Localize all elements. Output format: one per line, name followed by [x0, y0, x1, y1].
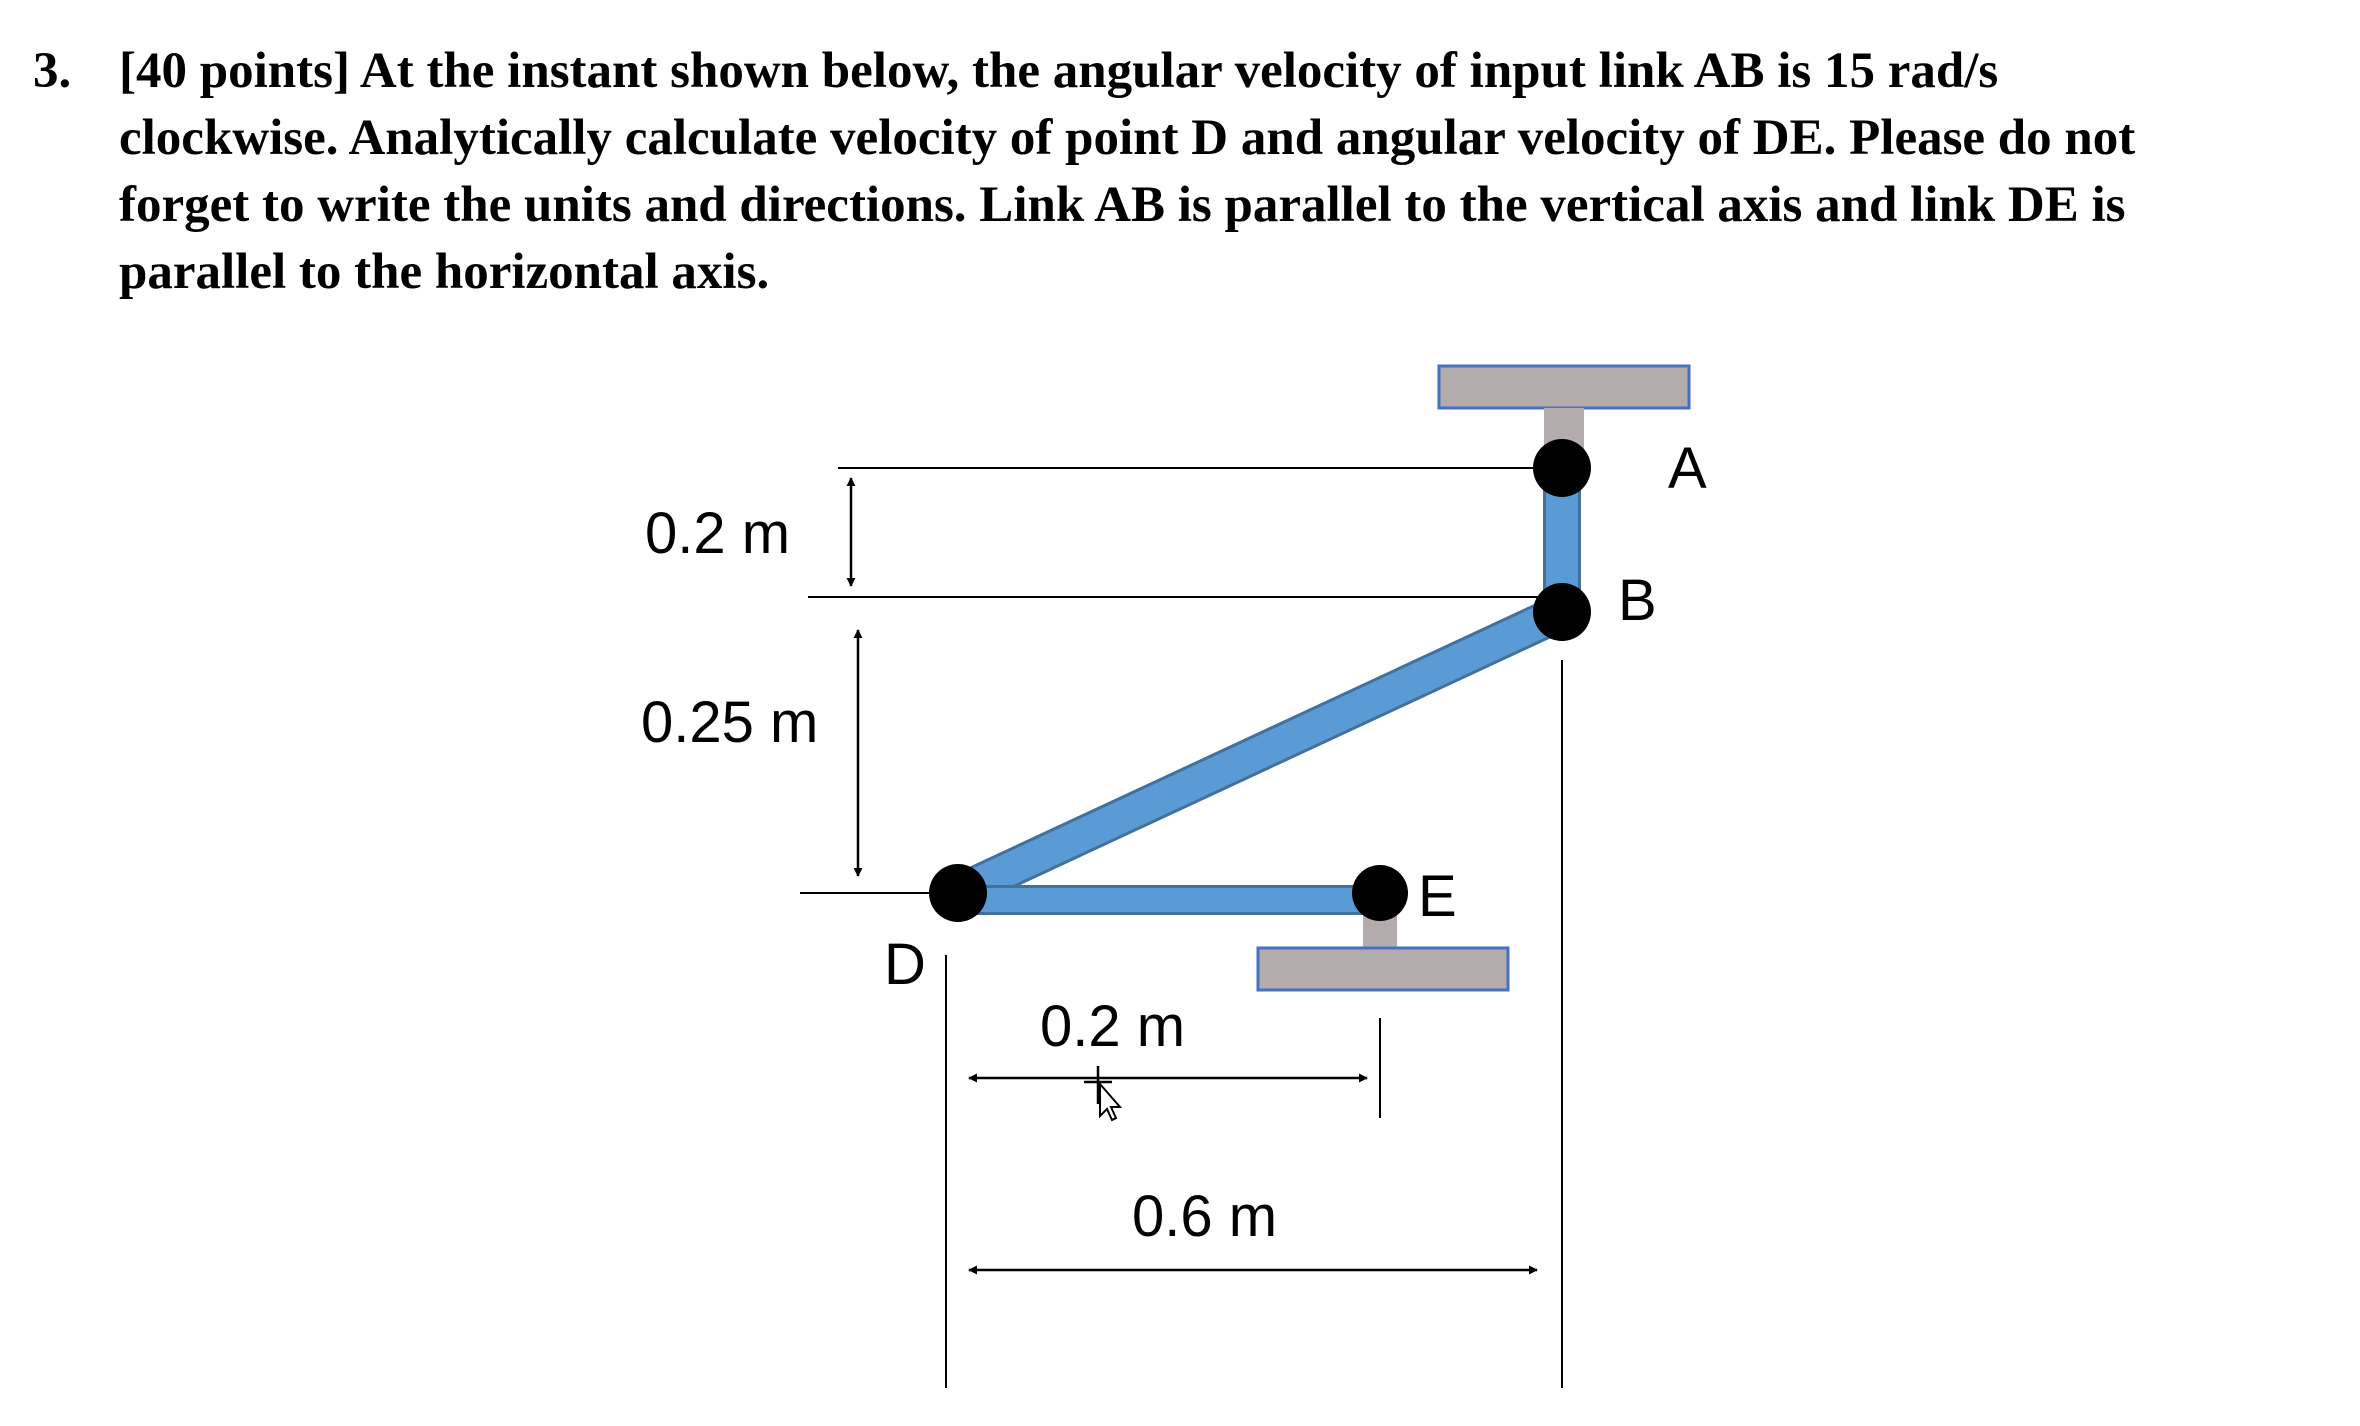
ground-top-plate	[1439, 366, 1689, 408]
point-label-d: D	[884, 932, 926, 997]
problem-line-2: clockwise. Analytically calculate velocity of point D and angular velocity of DE. Please do not	[119, 110, 2136, 166]
joint-e	[1352, 865, 1408, 921]
link-bd	[958, 612, 1562, 893]
links	[958, 468, 1562, 900]
point-label-e: E	[1418, 864, 1457, 929]
problem-line-4: parallel to the horizontal axis.	[119, 244, 770, 300]
mouse-cursor-icon	[1084, 1066, 1120, 1120]
ground-bottom	[1258, 915, 1508, 990]
dimension-label-de: 0.2 m	[1040, 994, 1186, 1059]
problem-number: 3.	[33, 43, 72, 99]
point-label-b: B	[1618, 568, 1657, 633]
ground-bottom-plate	[1258, 948, 1508, 990]
joint-d	[929, 864, 987, 922]
problem-line-1: [40 points] At the instant shown below, the angular velocity of input link AB is 15 rad/s	[119, 43, 1999, 99]
dimension-label-db: 0.6 m	[1132, 1184, 1278, 1249]
joint-b	[1533, 583, 1591, 641]
joint-a	[1533, 439, 1591, 497]
problem-line-3: forget to write the units and directions. Link AB is parallel to the vertical axis and link DE is	[119, 177, 2126, 233]
dimension-label-bd: 0.25 m	[641, 690, 819, 755]
point-label-a: A	[1668, 436, 1707, 501]
dimension-label-ab: 0.2 m	[645, 501, 791, 566]
